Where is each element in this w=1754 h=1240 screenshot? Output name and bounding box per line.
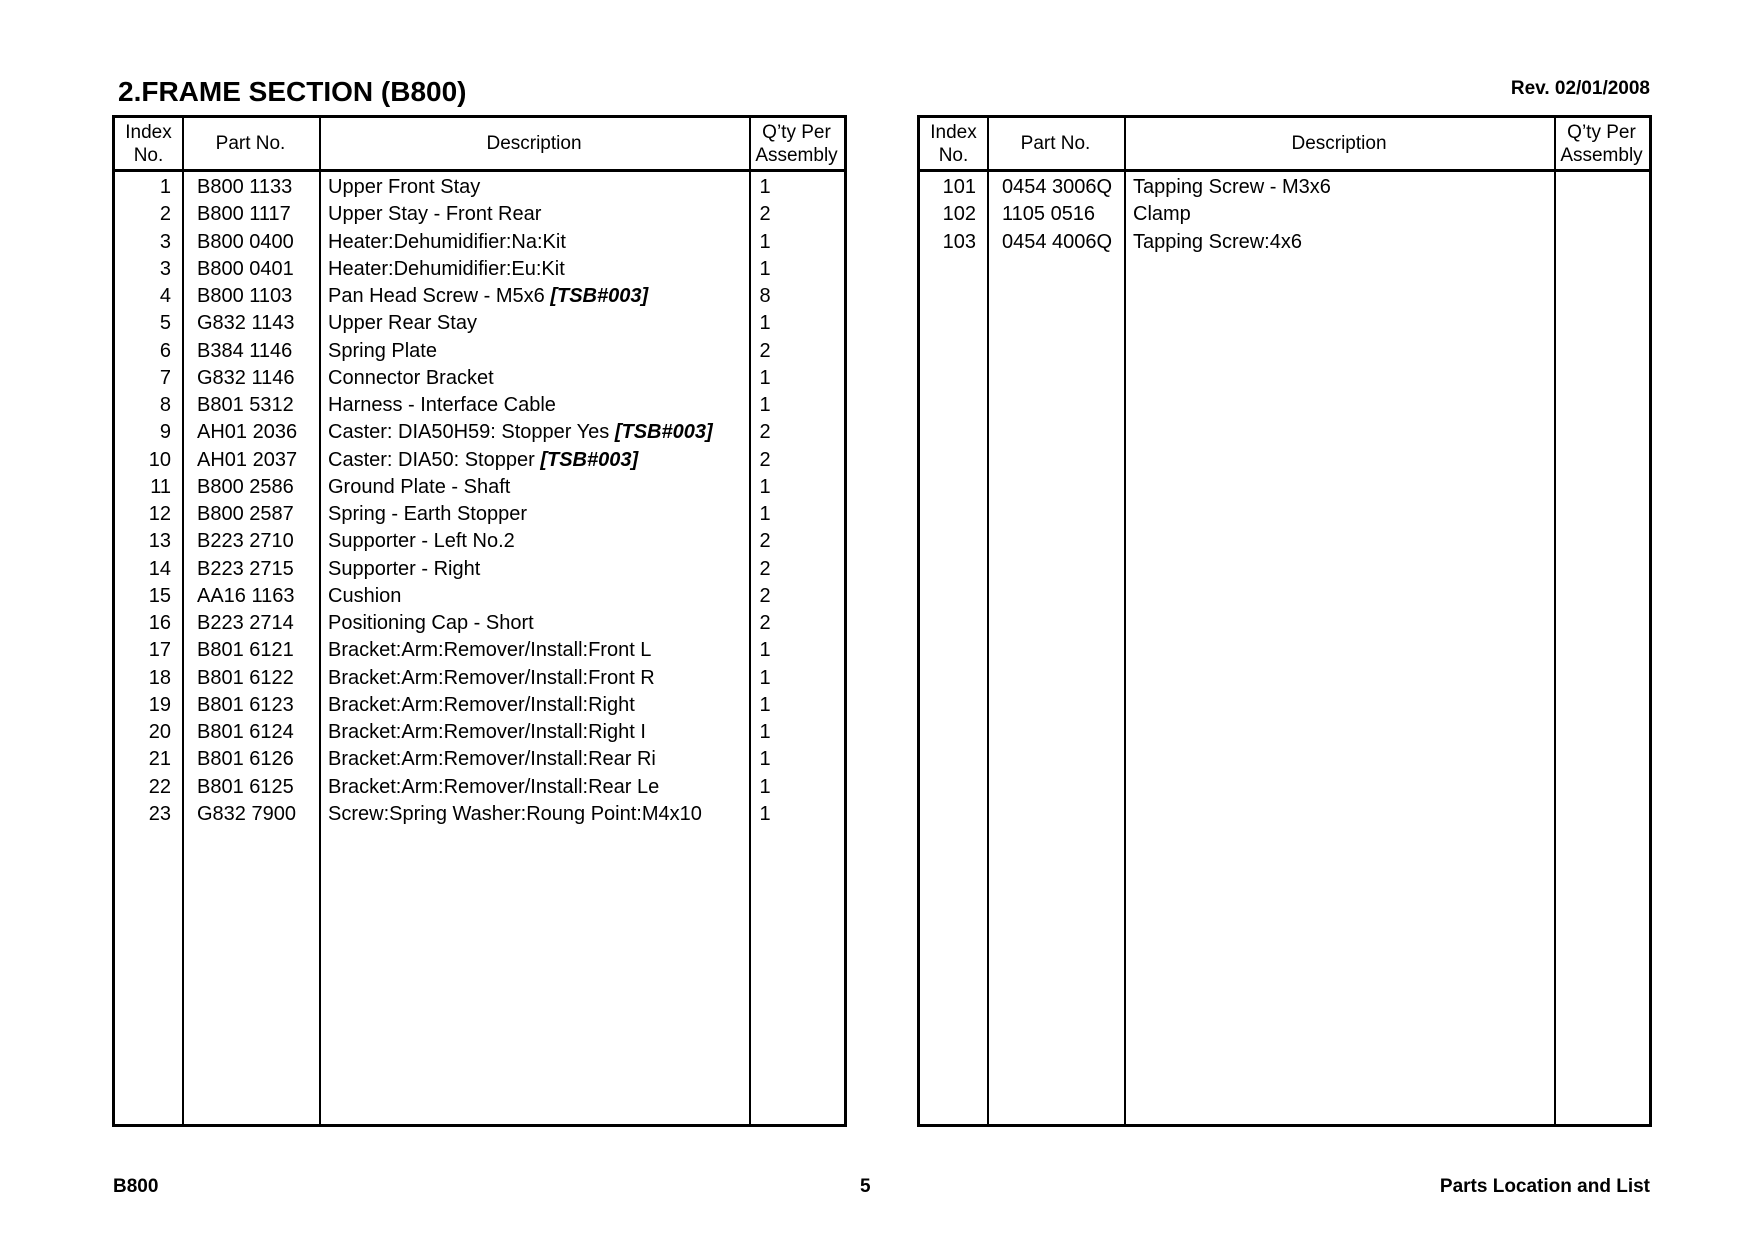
part-number-cell: B800 1117 bbox=[197, 203, 291, 226]
index-cell: 9 bbox=[159, 421, 171, 444]
index-cell: 14 bbox=[148, 557, 171, 580]
description-cell: Heater:Dehumidifier:Eu:Kit bbox=[328, 257, 565, 280]
part-number-cell: G832 1143 bbox=[197, 312, 295, 335]
part-number-cell: B801 6121 bbox=[197, 639, 294, 662]
part-number-cell: B223 2714 bbox=[197, 612, 294, 634]
header-qty: Q’ty Per Assembly bbox=[1560, 121, 1643, 166]
part-number-cell: AH01 2037 bbox=[197, 448, 298, 471]
description-cell: Harness - Interface Cable bbox=[328, 394, 556, 416]
description-cell: Caster: DIA50H59: Stopper Yes [TSB#003] bbox=[328, 421, 713, 444]
footer-model: B800 bbox=[113, 1176, 159, 1197]
part-number-cell: B800 2587 bbox=[197, 503, 294, 525]
part-number-cell: 0454 4006Q bbox=[1002, 230, 1113, 253]
part-number-cell: B800 1133 bbox=[197, 176, 293, 198]
header-description: Description bbox=[1291, 133, 1387, 154]
quantity-cell: 8 bbox=[759, 285, 771, 307]
index-cell: 22 bbox=[148, 775, 171, 798]
table-row bbox=[115, 801, 844, 828]
quantity-cell: 1 bbox=[759, 312, 771, 335]
index-cell: 23 bbox=[148, 802, 171, 825]
table-row bbox=[115, 501, 844, 528]
part-number-cell: G832 7900 bbox=[197, 802, 296, 825]
quantity-cell: 2 bbox=[759, 530, 771, 553]
quantity-cell: 1 bbox=[759, 748, 771, 771]
quantity-cell: 1 bbox=[759, 176, 771, 198]
part-number-cell: B800 0400 bbox=[197, 230, 294, 253]
header-part-no: Part No. bbox=[215, 133, 286, 154]
quantity-cell: 1 bbox=[759, 230, 771, 253]
table-row bbox=[115, 310, 844, 337]
quantity-cell: 1 bbox=[759, 394, 771, 416]
index-cell: 15 bbox=[148, 584, 171, 607]
part-number-cell: B800 0401 bbox=[197, 257, 294, 280]
index-cell: 5 bbox=[159, 312, 171, 335]
quantity-cell: 1 bbox=[759, 639, 771, 662]
quantity-cell: 1 bbox=[759, 257, 771, 280]
part-number-cell: B801 5312 bbox=[197, 394, 294, 416]
page-title: 2.FRAME SECTION (B800) bbox=[118, 76, 467, 107]
index-cell: 8 bbox=[159, 394, 171, 416]
description-cell: Cushion bbox=[328, 584, 402, 607]
description-cell: Upper Rear Stay bbox=[328, 312, 477, 335]
quantity-cell: 1 bbox=[759, 503, 771, 525]
quantity-cell: 2 bbox=[759, 584, 771, 607]
table-row bbox=[115, 528, 844, 555]
part-number-cell: B801 6124 bbox=[197, 721, 294, 743]
table-row bbox=[920, 201, 1649, 228]
footer-page-number: 5 bbox=[860, 1176, 871, 1197]
description-cell: Tapping Screw - M3x6 bbox=[1133, 176, 1331, 198]
header-qty: Q’ty Per Assembly bbox=[755, 121, 838, 166]
part-number-cell: B801 6123 bbox=[197, 693, 294, 716]
description-cell: Upper Front Stay bbox=[328, 176, 481, 198]
table-row bbox=[115, 610, 844, 637]
part-number-cell: B801 6122 bbox=[197, 666, 294, 689]
tsb-reference: [TSB#003] bbox=[614, 421, 713, 444]
quantity-cell: 2 bbox=[759, 203, 771, 226]
part-number-cell: B801 6125 bbox=[197, 775, 294, 798]
part-number-cell: B384 1146 bbox=[197, 339, 293, 362]
part-number-cell: B800 2586 bbox=[197, 475, 294, 498]
index-cell: 3 bbox=[159, 257, 171, 280]
index-cell: 1 bbox=[159, 176, 171, 198]
index-cell: 18 bbox=[148, 666, 171, 689]
table-row bbox=[115, 774, 844, 801]
table-row bbox=[115, 447, 844, 474]
index-cell: 103 bbox=[942, 230, 976, 253]
quantity-cell: 1 bbox=[759, 475, 771, 498]
table-row bbox=[115, 637, 844, 664]
index-cell: 4 bbox=[159, 285, 171, 307]
table-row bbox=[920, 174, 1649, 201]
quantity-cell: 2 bbox=[759, 557, 771, 580]
description-cell: Bracket:Arm:Remover/Install:Front R bbox=[328, 666, 655, 689]
index-cell: 101 bbox=[942, 176, 976, 198]
table-body-right bbox=[920, 174, 1649, 256]
description-cell: Spring - Earth Stopper bbox=[328, 503, 527, 525]
index-cell: 16 bbox=[148, 612, 171, 634]
header-divider bbox=[920, 169, 1649, 172]
description-cell: Supporter - Left No.2 bbox=[328, 530, 515, 553]
index-cell: 19 bbox=[148, 693, 171, 716]
tsb-reference: [TSB#003] bbox=[540, 448, 639, 471]
description-cell: Ground Plate - Shaft bbox=[328, 475, 511, 498]
parts-table-right bbox=[917, 115, 1652, 1127]
index-cell: 10 bbox=[148, 448, 171, 471]
part-number-cell: 1105 0516 bbox=[1002, 203, 1096, 226]
table-row bbox=[920, 229, 1649, 256]
table-row bbox=[115, 256, 844, 283]
index-cell: 102 bbox=[942, 203, 976, 226]
description-cell: Caster: DIA50: Stopper [TSB#003] bbox=[328, 448, 639, 471]
quantity-cell: 1 bbox=[759, 775, 771, 798]
index-cell: 3 bbox=[159, 230, 171, 253]
quantity-cell: 1 bbox=[759, 366, 771, 389]
part-number-cell: AH01 2036 bbox=[197, 421, 298, 444]
table-row bbox=[115, 474, 844, 501]
description-cell: Positioning Cap - Short bbox=[328, 612, 534, 634]
description-cell: Bracket:Arm:Remover/Install:Front L bbox=[328, 639, 652, 662]
column-divider bbox=[1124, 118, 1126, 1124]
index-cell: 12 bbox=[148, 503, 171, 525]
description-cell: Screw:Spring Washer:Roung Point:M4x10 bbox=[328, 802, 702, 825]
description-cell: Connector Bracket bbox=[328, 366, 494, 389]
quantity-cell: 1 bbox=[759, 802, 771, 825]
description-cell: Bracket:Arm:Remover/Install:Rear Ri bbox=[328, 748, 656, 771]
table-row bbox=[115, 174, 844, 201]
table-row bbox=[115, 746, 844, 773]
header-part-no: Part No. bbox=[1020, 133, 1091, 154]
column-divider bbox=[1554, 118, 1556, 1124]
quantity-cell: 2 bbox=[759, 612, 771, 634]
table-row bbox=[115, 665, 844, 692]
index-cell: 6 bbox=[159, 339, 171, 362]
table-row bbox=[115, 201, 844, 228]
part-number-cell: AA16 1163 bbox=[197, 584, 295, 607]
part-number-cell: B801 6126 bbox=[197, 748, 294, 771]
description-cell: Bracket:Arm:Remover/Install:Right I bbox=[328, 721, 646, 743]
description-cell: Supporter - Right bbox=[328, 557, 481, 580]
quantity-cell: 2 bbox=[759, 448, 771, 471]
footer-section-title: Parts Location and List bbox=[1439, 1176, 1650, 1197]
description-cell: Bracket:Arm:Remover/Install:Right bbox=[328, 693, 635, 716]
part-number-cell: B223 2715 bbox=[197, 557, 294, 580]
header-divider bbox=[115, 169, 844, 172]
quantity-cell: 2 bbox=[759, 339, 771, 362]
header-index: Index No. bbox=[930, 121, 977, 166]
part-number-cell: B800 1103 bbox=[197, 285, 293, 307]
description-cell: Heater:Dehumidifier:Na:Kit bbox=[328, 230, 566, 253]
table-row bbox=[115, 283, 844, 310]
description-cell: Spring Plate bbox=[328, 339, 437, 362]
quantity-cell: 1 bbox=[759, 693, 771, 716]
table-row bbox=[115, 338, 844, 365]
table-row bbox=[115, 419, 844, 446]
index-cell: 17 bbox=[148, 639, 171, 662]
index-cell: 7 bbox=[159, 366, 171, 389]
index-cell: 11 bbox=[150, 475, 171, 498]
header-index: Index No. bbox=[125, 121, 172, 166]
quantity-cell: 1 bbox=[759, 666, 771, 689]
quantity-cell: 1 bbox=[759, 721, 771, 743]
index-cell: 13 bbox=[148, 530, 171, 553]
table-row bbox=[115, 719, 844, 746]
index-cell: 2 bbox=[159, 203, 171, 226]
description-cell: Pan Head Screw - M5x6 [TSB#003] bbox=[328, 285, 649, 307]
part-number-cell: 0454 3006Q bbox=[1002, 176, 1113, 198]
table-row bbox=[115, 365, 844, 392]
revision-date: Rev. 02/01/2008 bbox=[1510, 78, 1650, 99]
quantity-cell: 2 bbox=[759, 421, 771, 444]
description-cell: Tapping Screw:4x6 bbox=[1133, 230, 1302, 253]
part-number-cell: G832 1146 bbox=[197, 366, 295, 389]
parts-table-left bbox=[112, 115, 847, 1127]
table-row bbox=[115, 556, 844, 583]
table-row bbox=[115, 229, 844, 256]
part-number-cell: B223 2710 bbox=[197, 530, 294, 553]
description-cell: Bracket:Arm:Remover/Install:Rear Le bbox=[328, 775, 660, 798]
table-row bbox=[115, 583, 844, 610]
tsb-reference: [TSB#003] bbox=[550, 285, 649, 307]
index-cell: 21 bbox=[148, 748, 171, 771]
description-cell: Upper Stay - Front Rear bbox=[328, 203, 542, 226]
table-row bbox=[115, 392, 844, 419]
description-cell: Clamp bbox=[1133, 203, 1191, 226]
index-cell: 20 bbox=[148, 721, 171, 743]
column-divider bbox=[987, 118, 989, 1124]
table-body-left bbox=[115, 174, 844, 828]
table-row bbox=[115, 692, 844, 719]
header-description: Description bbox=[486, 133, 582, 154]
